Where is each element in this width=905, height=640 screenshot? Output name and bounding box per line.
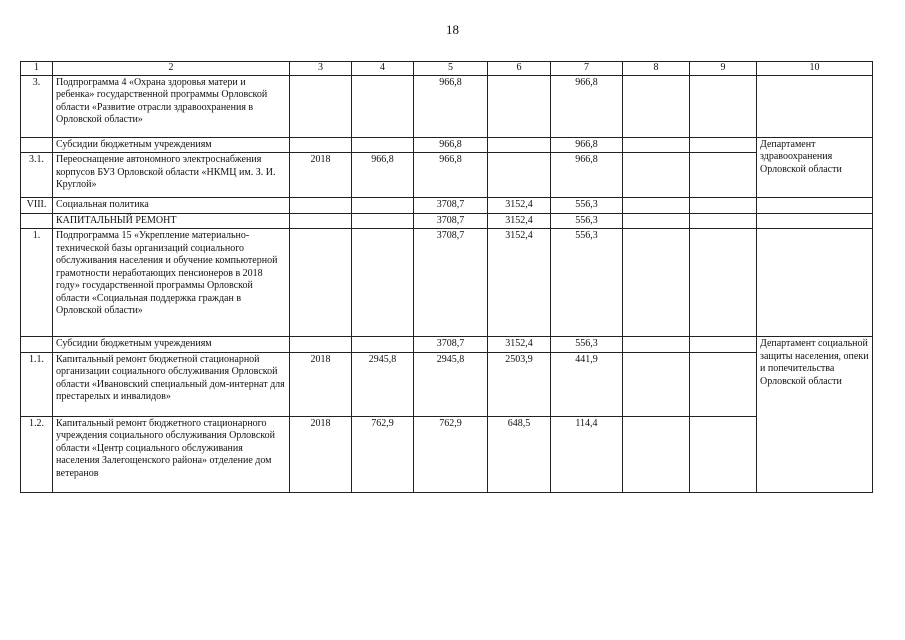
cell-value: 966,8 <box>551 75 623 137</box>
cell-value <box>690 229 757 337</box>
cell-dept <box>757 198 873 214</box>
cell-value: 114,4 <box>551 416 623 492</box>
cell-value: 966,8 <box>551 153 623 198</box>
dept-health: Департамент здравоохранения Орловской области <box>757 137 873 198</box>
cell-value <box>690 75 757 137</box>
header-row <box>21 62 873 76</box>
cell-year: 2018 <box>290 153 352 198</box>
header-cell: 6 <box>488 62 551 76</box>
cell-value <box>352 213 414 229</box>
row-number: 3. <box>21 75 53 137</box>
cell-value: 3708,7 <box>414 229 488 337</box>
cell-value: 3152,4 <box>488 229 551 337</box>
cell-year <box>290 337 352 353</box>
header-cell: 10 <box>757 62 873 76</box>
row-number: 1.1. <box>21 352 53 416</box>
cell-value <box>352 75 414 137</box>
row-name: Подпрограмма 15 «Укрепление материально-технической базы организаций социального обслуживания населения и обучение компьютерной грамотности неработающих пенсионеров в 2018 году» государственной программы Орловской области «Социальная поддержка граждан в Орловской области» <box>53 229 290 337</box>
dept-social: Департамент социальной защиты населения, опеки и попечительства Орловской области <box>757 337 873 493</box>
cell-value <box>352 137 414 153</box>
cell-value <box>352 337 414 353</box>
cell-value: 3708,7 <box>414 337 488 353</box>
cell-value: 3152,4 <box>488 198 551 214</box>
cell-year: 2018 <box>290 416 352 492</box>
cell-value <box>690 137 757 153</box>
header-cell: 8 <box>623 62 690 76</box>
table-row <box>21 229 873 337</box>
row-name: Капитальный ремонт бюджетной стационарной организации социального обслуживания Орловской области «Ивановский специальный дом-интернат для престарелых и инвалидов» <box>53 352 290 416</box>
cell-value: 2945,8 <box>352 352 414 416</box>
row-name: Субсидии бюджетным учреждениям <box>53 337 290 353</box>
row-name: Социальная политика <box>53 198 290 214</box>
cell-value: 3152,4 <box>488 213 551 229</box>
cell-value: 966,8 <box>414 137 488 153</box>
cell-value: 556,3 <box>551 213 623 229</box>
cell-value <box>690 337 757 353</box>
cell-year: 2018 <box>290 352 352 416</box>
cell-value <box>690 198 757 214</box>
cell-value <box>623 416 690 492</box>
cell-value <box>488 137 551 153</box>
cell-value: 966,8 <box>414 75 488 137</box>
cell-value <box>623 352 690 416</box>
table-row <box>21 352 873 416</box>
cell-value: 556,3 <box>551 229 623 337</box>
row-number: VIII. <box>21 198 53 214</box>
cell-value: 556,3 <box>551 198 623 214</box>
table-row <box>21 337 873 353</box>
header-cell: 7 <box>551 62 623 76</box>
cell-value: 762,9 <box>414 416 488 492</box>
cell-value <box>623 229 690 337</box>
cell-value: 648,5 <box>488 416 551 492</box>
cell-dept <box>757 75 873 137</box>
table-row <box>21 137 873 153</box>
row-number <box>21 137 53 153</box>
row-name: Капитальный ремонт бюджетного стационарного учреждения социального обслуживания Орловской области «Центр социального обслуживания населения Залегощенского района» отделение дом ветеранов <box>53 416 290 492</box>
cell-value: 2503,9 <box>488 352 551 416</box>
budget-table <box>20 61 873 493</box>
header-cell: 9 <box>690 62 757 76</box>
cell-value <box>690 153 757 198</box>
cell-year <box>290 213 352 229</box>
table-row <box>21 213 873 229</box>
cell-year <box>290 229 352 337</box>
cell-year <box>290 75 352 137</box>
cell-value <box>623 75 690 137</box>
cell-value <box>623 337 690 353</box>
row-number: 1. <box>21 229 53 337</box>
cell-value: 556,3 <box>551 337 623 353</box>
header-cell: 4 <box>352 62 414 76</box>
cell-value: 3708,7 <box>414 198 488 214</box>
row-number: 3.1. <box>21 153 53 198</box>
header-cell: 1 <box>21 62 53 76</box>
cell-value <box>623 153 690 198</box>
row-name: Подпрограмма 4 «Охрана здоровья матери и ребенка» государственной программы Орловской области «Развитие отрасли здравоохранения в Орловской области» <box>53 75 290 137</box>
row-number <box>21 337 53 353</box>
cell-value: 966,8 <box>551 137 623 153</box>
cell-value: 966,8 <box>352 153 414 198</box>
table-row <box>21 198 873 214</box>
cell-year <box>290 137 352 153</box>
cell-value: 3708,7 <box>414 213 488 229</box>
cell-dept <box>757 213 873 229</box>
cell-value <box>623 137 690 153</box>
header-cell: 2 <box>53 62 290 76</box>
row-name: Субсидии бюджетным учреждениям <box>53 137 290 153</box>
cell-value <box>623 213 690 229</box>
cell-value: 966,8 <box>414 153 488 198</box>
cell-value: 441,9 <box>551 352 623 416</box>
cell-value: 3152,4 <box>488 337 551 353</box>
cell-value <box>352 198 414 214</box>
cell-value <box>690 213 757 229</box>
table-row <box>21 416 873 492</box>
cell-value: 762,9 <box>352 416 414 492</box>
cell-value: 2945,8 <box>414 352 488 416</box>
table-row <box>21 75 873 137</box>
row-number <box>21 213 53 229</box>
cell-value <box>488 153 551 198</box>
cell-value <box>690 352 757 416</box>
table-row <box>21 153 873 198</box>
cell-value <box>623 198 690 214</box>
page-number: 18 <box>446 22 459 37</box>
cell-year <box>290 198 352 214</box>
header-cell: 3 <box>290 62 352 76</box>
row-number: 1.2. <box>21 416 53 492</box>
header-cell: 5 <box>414 62 488 76</box>
row-name: КАПИТАЛЬНЫЙ РЕМОНТ <box>53 213 290 229</box>
row-name: Переоснащение автономного электроснабжения корпусов БУЗ Орловской области «НКМЦ им. З. И. Круглой» <box>53 153 290 198</box>
cell-dept <box>757 229 873 337</box>
cell-value <box>488 75 551 137</box>
cell-value <box>352 229 414 337</box>
cell-value <box>690 416 757 492</box>
